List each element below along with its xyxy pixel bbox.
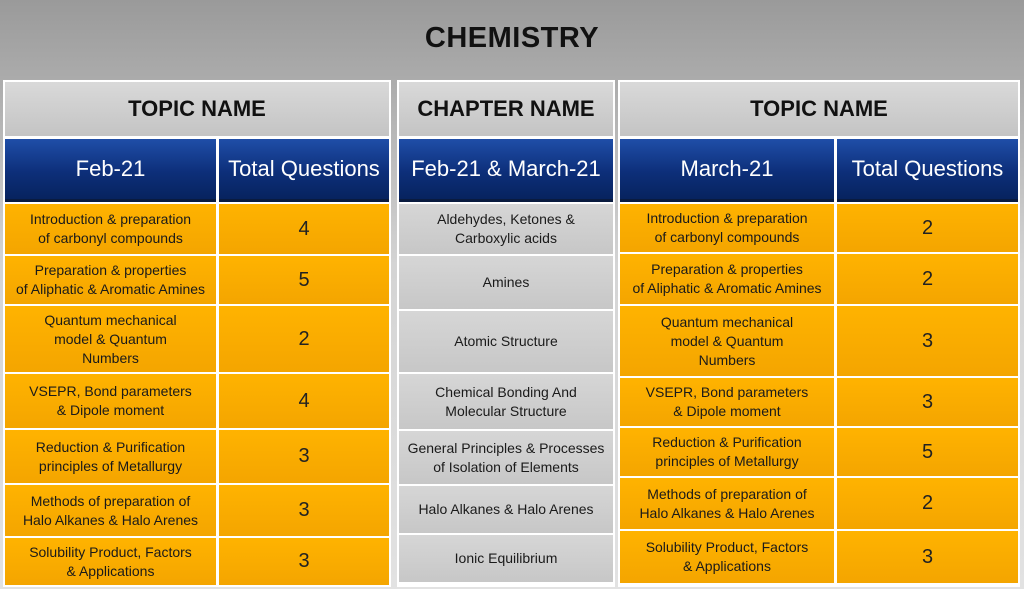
question-count-cell: 3 bbox=[219, 485, 389, 536]
table-row bbox=[5, 538, 389, 585]
question-count-cell: 5 bbox=[837, 428, 1018, 476]
topic-cell: VSEPR, Bond parameters & Dipole moment bbox=[5, 374, 216, 428]
table-row bbox=[399, 311, 613, 372]
question-count-cell: 3 bbox=[837, 531, 1018, 583]
table-row bbox=[399, 431, 613, 484]
middle-table bbox=[397, 80, 615, 587]
table-row bbox=[399, 486, 613, 533]
right-col-count-header: Total Questions bbox=[837, 139, 1018, 202]
table-row bbox=[620, 531, 1018, 583]
table-row bbox=[620, 428, 1018, 476]
question-count-cell: 3 bbox=[837, 378, 1018, 426]
table-row bbox=[5, 430, 389, 483]
chapter-cell: Amines bbox=[399, 256, 613, 309]
topic-cell: Preparation & properties of Aliphatic & Aromatic Amines bbox=[620, 254, 834, 304]
question-count-cell: 2 bbox=[837, 254, 1018, 304]
table-row bbox=[5, 256, 389, 304]
table-row bbox=[620, 204, 1018, 252]
question-count-cell: 2 bbox=[219, 306, 389, 372]
left-col-topic-header: Feb-21 bbox=[5, 139, 216, 202]
right-table bbox=[618, 80, 1020, 587]
topic-cell: Methods of preparation of Halo Alkanes & Halo Arenes bbox=[620, 478, 834, 529]
left-table-body bbox=[5, 204, 389, 585]
left-col-count-header: Total Questions bbox=[219, 139, 389, 202]
table-row bbox=[399, 256, 613, 309]
table-row bbox=[620, 254, 1018, 304]
chapter-cell: General Principles & Processes of Isolation of Elements bbox=[399, 431, 613, 484]
topic-cell: Introduction & preparation of carbonyl compounds bbox=[620, 204, 834, 252]
table-row bbox=[5, 204, 389, 254]
table-row bbox=[399, 535, 613, 582]
question-count-cell: 2 bbox=[837, 204, 1018, 252]
chapter-cell: Halo Alkanes & Halo Arenes bbox=[399, 486, 613, 533]
left-table bbox=[3, 80, 391, 587]
question-count-cell: 5 bbox=[219, 256, 389, 304]
topic-cell: Preparation & properties of Aliphatic & Aromatic Amines bbox=[5, 256, 216, 304]
question-count-cell: 4 bbox=[219, 204, 389, 254]
topic-cell: Quantum mechanical model & Quantum Numbers bbox=[620, 306, 834, 376]
topic-cell: Methods of preparation of Halo Alkanes & Halo Arenes bbox=[5, 485, 216, 536]
question-count-cell: 2 bbox=[837, 478, 1018, 529]
question-count-cell: 3 bbox=[219, 430, 389, 483]
middle-table-body bbox=[399, 204, 613, 582]
middle-table-header: CHAPTER NAME bbox=[399, 82, 613, 136]
table-row bbox=[5, 374, 389, 428]
table-row bbox=[5, 306, 389, 372]
right-col-topic-header: March-21 bbox=[620, 139, 834, 202]
question-count-cell: 4 bbox=[219, 374, 389, 428]
topic-cell: Reduction & Purification principles of Metallurgy bbox=[620, 428, 834, 476]
table-row bbox=[620, 306, 1018, 376]
chapter-cell: Ionic Equilibrium bbox=[399, 535, 613, 582]
table-row bbox=[399, 204, 613, 254]
question-count-cell: 3 bbox=[219, 538, 389, 585]
topic-cell: Introduction & preparation of carbonyl compounds bbox=[5, 204, 216, 254]
table-row bbox=[5, 485, 389, 536]
table-row bbox=[399, 374, 613, 429]
chapter-cell: Atomic Structure bbox=[399, 311, 613, 372]
page-title: CHEMISTRY bbox=[424, 22, 600, 54]
left-table-header: TOPIC NAME bbox=[5, 82, 389, 136]
question-count-cell: 3 bbox=[837, 306, 1018, 376]
topic-cell: Quantum mechanical model & Quantum Numbers bbox=[5, 306, 216, 372]
topic-cell: VSEPR, Bond parameters & Dipole moment bbox=[620, 378, 834, 426]
table-row bbox=[620, 478, 1018, 529]
right-table-body bbox=[620, 204, 1018, 583]
topic-cell: Solubility Product, Factors & Applications bbox=[5, 538, 216, 585]
chapter-cell: Aldehydes, Ketones & Carboxylic acids bbox=[399, 204, 613, 254]
table-row bbox=[620, 378, 1018, 426]
topic-cell: Reduction & Purification principles of Metallurgy bbox=[5, 430, 216, 483]
chapter-cell: Chemical Bonding And Molecular Structure bbox=[399, 374, 613, 429]
right-table-header: TOPIC NAME bbox=[620, 82, 1018, 136]
topic-cell: Solubility Product, Factors & Applications bbox=[620, 531, 834, 583]
middle-col-header: Feb-21 & March-21 bbox=[399, 139, 613, 202]
